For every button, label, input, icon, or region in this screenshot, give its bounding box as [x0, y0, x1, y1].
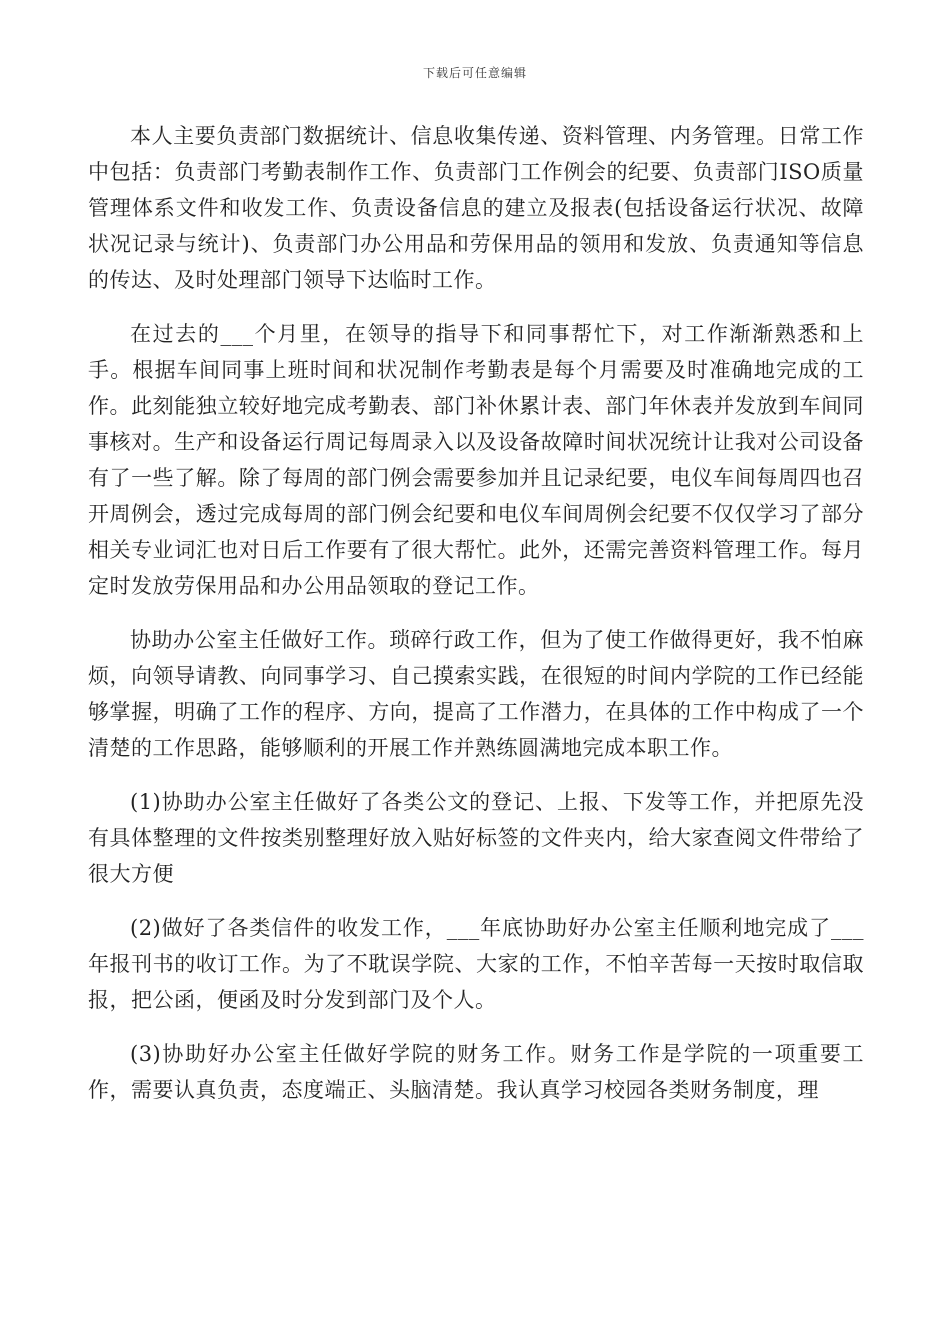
paragraph-4: (1)协助办公室主任做好了各类公文的登记、上报、下发等工作，并把原先没有具体整理的文件按类别整理好放入贴好标签的文件夹内，给大家查阅文件带给了很大方便: [88, 790, 864, 886]
document-body: [88, 118, 864, 1126]
paragraph-2: 在过去的___个月里，在领导的指导下和同事帮忙下，对工作渐渐熟悉和上手。根据车间同事上班时间和状况制作考勤表是每个月需要及时准确地完成的工作。此刻能独立较好地完成考勤表、部门补休累计表、部门年休表并发放到车间同事核对。生产和设备运行周记每周录入以及设备故障时间状况统计让我对公司设备有了一些了解。除了每周的部门例会需要参加并且记录纪要，电仪车间每周四也召开周例会，透过完成每周的部门例会纪要和电仪车间周例会纪要不仅仅学习了部分相关专业词汇也对日后工作要有了很大帮忙。此外，还需完善资料管理工作。每月定时发放劳保用品和办公用品领取的登记工作。: [88, 322, 864, 598]
paragraph-6: (3)协助好办公室主任做好学院的财务工作。财务工作是学院的一项重要工作，需要认真负责，态度端正、头脑清楚。我认真学习校园各类财务制度，理: [88, 1042, 864, 1102]
paragraph-3: 协助办公室主任做好工作。琐碎行政工作，但为了使工作做得更好，我不怕麻烦，向领导请教、向同事学习、自己摸索实践，在很短的时间内学院的工作已经能够掌握，明确了工作的程序、方向，提高了工作潜力，在具体的工作中构成了一个清楚的工作思路，能够顺利的开展工作并熟练圆满地完成本职工作。: [88, 628, 864, 760]
paragraph-5: (2)做好了各类信件的收发工作，___年底协助好办公室主任顺利地完成了___年报刊书的收订工作。为了不耽误学院、大家的工作，不怕辛苦每一天按时取信取报，把公函，便函及时分发到部门及个人。: [88, 916, 864, 1012]
page-header: 下载后可任意编辑: [422, 66, 527, 80]
paragraph-1: 本人主要负责部门数据统计、信息收集传递、资料管理、内务管理。日常工作中包括：负责部门考勤表制作工作、负责部门工作例会的纪要、负责部门ISO质量管理体系文件和收发工作、负责设备信息的建立及报表(包括设备运行状况、故障状况记录与统计)、负责部门办公用品和劳保用品的领用和发放、负责通知等信息的传达、及时处理部门领导下达临时工作。: [88, 124, 864, 292]
